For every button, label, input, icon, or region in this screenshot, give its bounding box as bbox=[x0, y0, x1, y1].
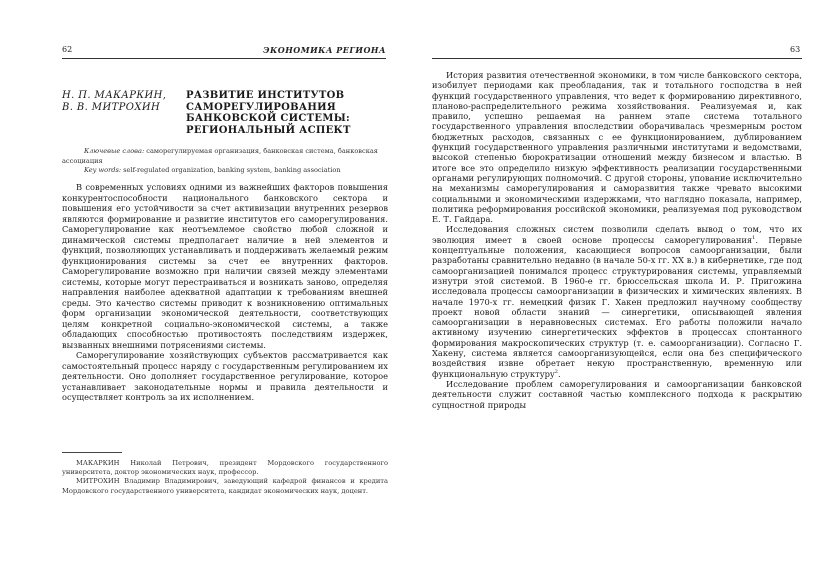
header-rule-right bbox=[432, 58, 802, 59]
title-line: РАЗВИТИЕ ИНСТИТУТОВ bbox=[186, 90, 345, 101]
authors bbox=[62, 90, 182, 114]
page-number-right: 63 bbox=[790, 45, 801, 54]
paragraph-text: . Первые концептуальные положения, касающиеся вопросов самоорганизации, были разработаны сравнительно недавно (в начале 50-х гг. XX в.) в кибернетике, где под самоорганизацией понимался процесс структурирования системы, управляемый изнутри этой системой. В 1960-е гг. брюссельская школа И. Р. Пригожина исследовала процессы самоорганизации в физических и химических явлениях. В начале 1970-х гг. немецкий физик Г. Хакен предложил научному сообществу проект новой области знаний — синергетики, описывающей явления самоорганизации в неравновесных системах. Его работы положили начало активному изучению синергетических эффектов в процессах спонтанного формирования макроскопических структур (т. е. самоорганизации). Согласно Г. Хакену, система является самоорганизующейся, если она без специфического воздействия извне обретает некую пространственную, временную или функциональную структуру bbox=[432, 234, 802, 379]
right-body-text bbox=[432, 70, 802, 410]
keywords-ru bbox=[62, 147, 388, 166]
article-title bbox=[186, 90, 386, 136]
footnote: МИТРОХИН Владимир Владимирович, заведующий кафедрой финансов и кредита Мордовского государственного университета, кандидат экономических наук, доцент. bbox=[62, 477, 388, 495]
left-body-text bbox=[62, 182, 388, 403]
header-rule-left bbox=[62, 58, 386, 59]
keywords-en-label: Key words: bbox=[84, 166, 122, 175]
right-page bbox=[410, 0, 820, 580]
journal-name: ЭКОНОМИКА РЕГИОНА bbox=[263, 45, 386, 55]
keywords-en bbox=[62, 166, 388, 176]
author-2: В. В. МИТРОХИН bbox=[62, 102, 161, 113]
author-footnotes bbox=[62, 459, 388, 496]
paragraph: В современных условиях одними из важнейших факторов повышения конкурентоспособности национального банковского сектора и повышения его устойчивости за счет активизации внутренних резервов являются формирование и развитие институтов его саморегулирования. Саморегулирование как неотъемлемое свойство любой сложной и динамической системы предполагает наличие в ней элементов и функций, позволяющих устанавливать и поддерживать желаемый режим функционирования системы за счет ее внутренних факторов. Саморегулирование возможно при наличии связей между элементами системы, которые могут перестраиваться и возникать заново, определяя направления наиболее адекватной адаптации к требованиям внешней среды. Это качество системы приводит к возникновению оптимальных форм организации экономической деятельности, соответствующих целям конкретной социально-экономической системы, а также обладающих способностью противостоять последствиям издержек, вызванных внешними потрясениями системы. bbox=[62, 182, 388, 350]
keywords-block bbox=[62, 147, 388, 176]
title-line: БАНКОВСКОЙ СИСТЕМЫ: bbox=[186, 113, 351, 124]
title-line: РЕГИОНАЛЬНЫЙ АСПЕКТ bbox=[186, 124, 351, 136]
paragraph: История развития отечественной экономики, в том числе банковского сектора, изобилует периодами как преобладания, так и тотального господства в ней функций государственного управления, что ведет к формированию директивного, планово-распределительного режима хозяйствования. Реализуемая и, как правило, успешно решаемая на раннем этапе система тотального государственного управления впоследствии оборачивалась чрезмерным ростом бюджетных расходов, связанных с ее функционированием, дублированием функций государственного управления различными институтами и ведомствами, высокой степенью бюрократизации отношений между бизнесом и властью. В итоге все это определило низкую эффективность реализации государственными органами регулирующих полномочий. С другой стороны, упование исключительно на механизмы саморегулирования и саморазвития также чревато высокими социальными и экономическими издержками, что наглядно показала, например, политика реформирования российской экономики, реализуемая под руководством Е. Т. Гайдара. bbox=[432, 70, 802, 225]
paragraph-text: . bbox=[557, 368, 561, 379]
keywords-en-text: self-regulated organization, banking system, banking association bbox=[121, 166, 341, 175]
footnote-ref: 1 bbox=[752, 234, 756, 241]
author-1: Н. П. МАКАРКИН, bbox=[62, 90, 167, 101]
footnote-rule bbox=[62, 452, 122, 453]
paragraph bbox=[432, 224, 802, 378]
title-line: САМОРЕГУЛИРОВАНИЯ bbox=[186, 101, 336, 113]
paragraph: Исследование проблем саморегулирования и самоорганизации банковской деятельности служит составной частью комплексного подхода к раскрытию сущностной природы bbox=[432, 378, 802, 410]
keywords-ru-text: саморегулируемая организация, банковская система, банковская ассоциация bbox=[62, 147, 378, 165]
page-number-left: 62 bbox=[62, 45, 73, 54]
footnote: МАКАРКИН Николай Петрович, президент Мордовского государственного университета, доктор экономических наук, профессор. bbox=[62, 459, 388, 477]
paragraph-text: Исследования сложных систем позволили сделать вывод о том, что их эволюция имеет в своей основе процессы саморегулирования bbox=[432, 224, 802, 245]
keywords-ru-label: Ключевые слова: bbox=[84, 147, 145, 155]
paragraph: Саморегулирование хозяйствующих субъектов рассматривается как самостоятельный процесс наряду с государственным регулированием их деятельности. Оно дополняет государственное регулирование, которое устанавливает законодательные нормы и правила деятельности и осуществляет контроль за их исполнением. bbox=[62, 350, 388, 402]
footnote-ref: 2 bbox=[554, 368, 558, 375]
